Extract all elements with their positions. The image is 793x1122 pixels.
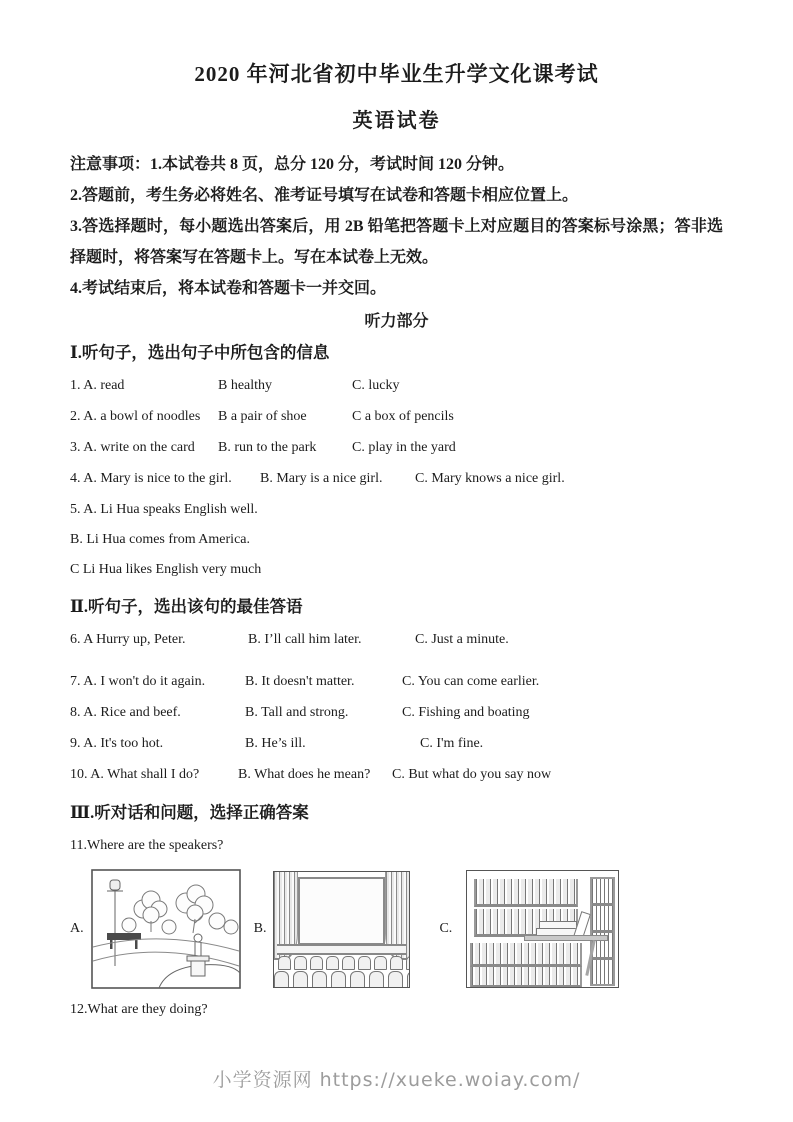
option-b: B. It doesn't matter. bbox=[245, 674, 355, 689]
option-b: B a pair of shoe bbox=[218, 409, 307, 424]
option-c: C. Just a minute. bbox=[415, 632, 509, 647]
option-c: C. lucky bbox=[352, 378, 400, 393]
question-row-9 bbox=[70, 737, 723, 751]
option-c: C. Mary knows a nice girl. bbox=[415, 471, 565, 486]
question-11-text: 11.Where are the speakers? bbox=[70, 838, 224, 853]
bookshelf bbox=[470, 967, 582, 988]
option-c: C. But what do you say now bbox=[392, 767, 552, 782]
image-label-b: B. bbox=[253, 921, 267, 936]
bookshelf-side bbox=[590, 877, 615, 986]
question-11-images bbox=[70, 869, 723, 989]
option-a: 1. A. read bbox=[70, 378, 125, 393]
cinema-illustration bbox=[273, 871, 410, 988]
option-b: B. He’s ill. bbox=[245, 736, 306, 751]
option-c: C. play in the yard bbox=[352, 440, 456, 455]
stage-ledge bbox=[277, 944, 406, 955]
option-b: B. What does he mean? bbox=[238, 767, 371, 782]
image-label-c: C. bbox=[439, 921, 453, 936]
library-illustration bbox=[466, 870, 619, 988]
option-a: 9. A. It's too hot. bbox=[70, 736, 164, 751]
notice-line-4: 4.考试结束后，将本试卷和答题卡一并交回。 bbox=[70, 280, 387, 297]
option-c: C a box of pencils bbox=[352, 409, 454, 424]
image-label-a: A. bbox=[70, 921, 84, 936]
question-row-2 bbox=[70, 410, 723, 424]
option-a: 6. A Hurry up, Peter. bbox=[70, 632, 186, 647]
question-row-7 bbox=[70, 675, 723, 689]
option-a: 7. A. I won't do it again. bbox=[70, 674, 206, 689]
option-b: B. I’ll call him later. bbox=[248, 632, 362, 647]
page-subtitle: 英语试卷 bbox=[352, 110, 441, 132]
option-c: C. You can come earlier. bbox=[402, 674, 540, 689]
part1-title: Ⅰ.听句子，选出句子中所包含的信息 bbox=[70, 343, 330, 362]
question-row-1 bbox=[70, 379, 723, 393]
question-row-8 bbox=[70, 706, 723, 720]
option-c: C. Fishing and boating bbox=[402, 705, 530, 720]
option-b: B. Tall and strong. bbox=[245, 705, 349, 720]
question-5-option-a: 5. A. Li Hua speaks English well. bbox=[70, 502, 258, 517]
question-row-3 bbox=[70, 441, 723, 455]
cinema-screen bbox=[298, 877, 385, 945]
option-a: 3. A. write on the card bbox=[70, 440, 195, 455]
seat-row-front bbox=[274, 971, 410, 988]
seat-row-back bbox=[278, 956, 410, 970]
page-title: 2020 年河北省初中毕业生升学文化课考试 bbox=[194, 62, 599, 86]
option-b: B healthy bbox=[218, 378, 273, 393]
option-a: 10. A. What shall I do? bbox=[70, 767, 200, 782]
option-b: B. Mary is a nice girl. bbox=[260, 471, 383, 486]
option-a: 4. A. Mary is nice to the girl. bbox=[70, 471, 232, 486]
notice-line-2: 2.答题前，考生务必将姓名、准考证号填写在试卷和答题卡相应位置上。 bbox=[70, 187, 579, 204]
part3-title: Ⅲ.听对话和问题，选择正确答案 bbox=[70, 803, 309, 822]
notice-section bbox=[70, 149, 723, 304]
question-5-option-b: B. Li Hua comes from America. bbox=[70, 532, 251, 547]
question-12-text: 12.What are they doing? bbox=[70, 1002, 208, 1017]
option-a: 2. A. a bowl of noodles bbox=[70, 409, 201, 424]
question-row-4 bbox=[70, 472, 723, 486]
part2-title: Ⅱ.听句子，选出该句的最佳答语 bbox=[70, 597, 303, 616]
question-row-10 bbox=[70, 768, 723, 782]
park-illustration bbox=[91, 869, 241, 989]
bookshelf bbox=[474, 879, 578, 907]
listening-section-title: 听力部分 bbox=[364, 313, 429, 330]
option-b: B. run to the park bbox=[218, 440, 317, 455]
notice-line-3: 3.答选择题时，每小题选出答案后，用 2B 铅笔把答题卡上对应题目的答案标号涂黑；答非选择题时，将答案写在答题卡上。写在本试卷上无效。 bbox=[70, 218, 723, 266]
notice-line-1: 注意事项：1.本试卷共 8 页，总分 120 分，考试时间 120 分钟。 bbox=[70, 156, 515, 173]
option-a: 8. A. Rice and beef. bbox=[70, 705, 181, 720]
option-c: C. I'm fine. bbox=[420, 736, 484, 751]
footer-watermark: 小学资源网 https://xueke.woiay.com/ bbox=[212, 1069, 581, 1091]
question-5-option-c: C Li Hua likes English very much bbox=[70, 562, 262, 577]
bookshelf bbox=[470, 943, 582, 967]
question-row-6 bbox=[70, 633, 723, 647]
